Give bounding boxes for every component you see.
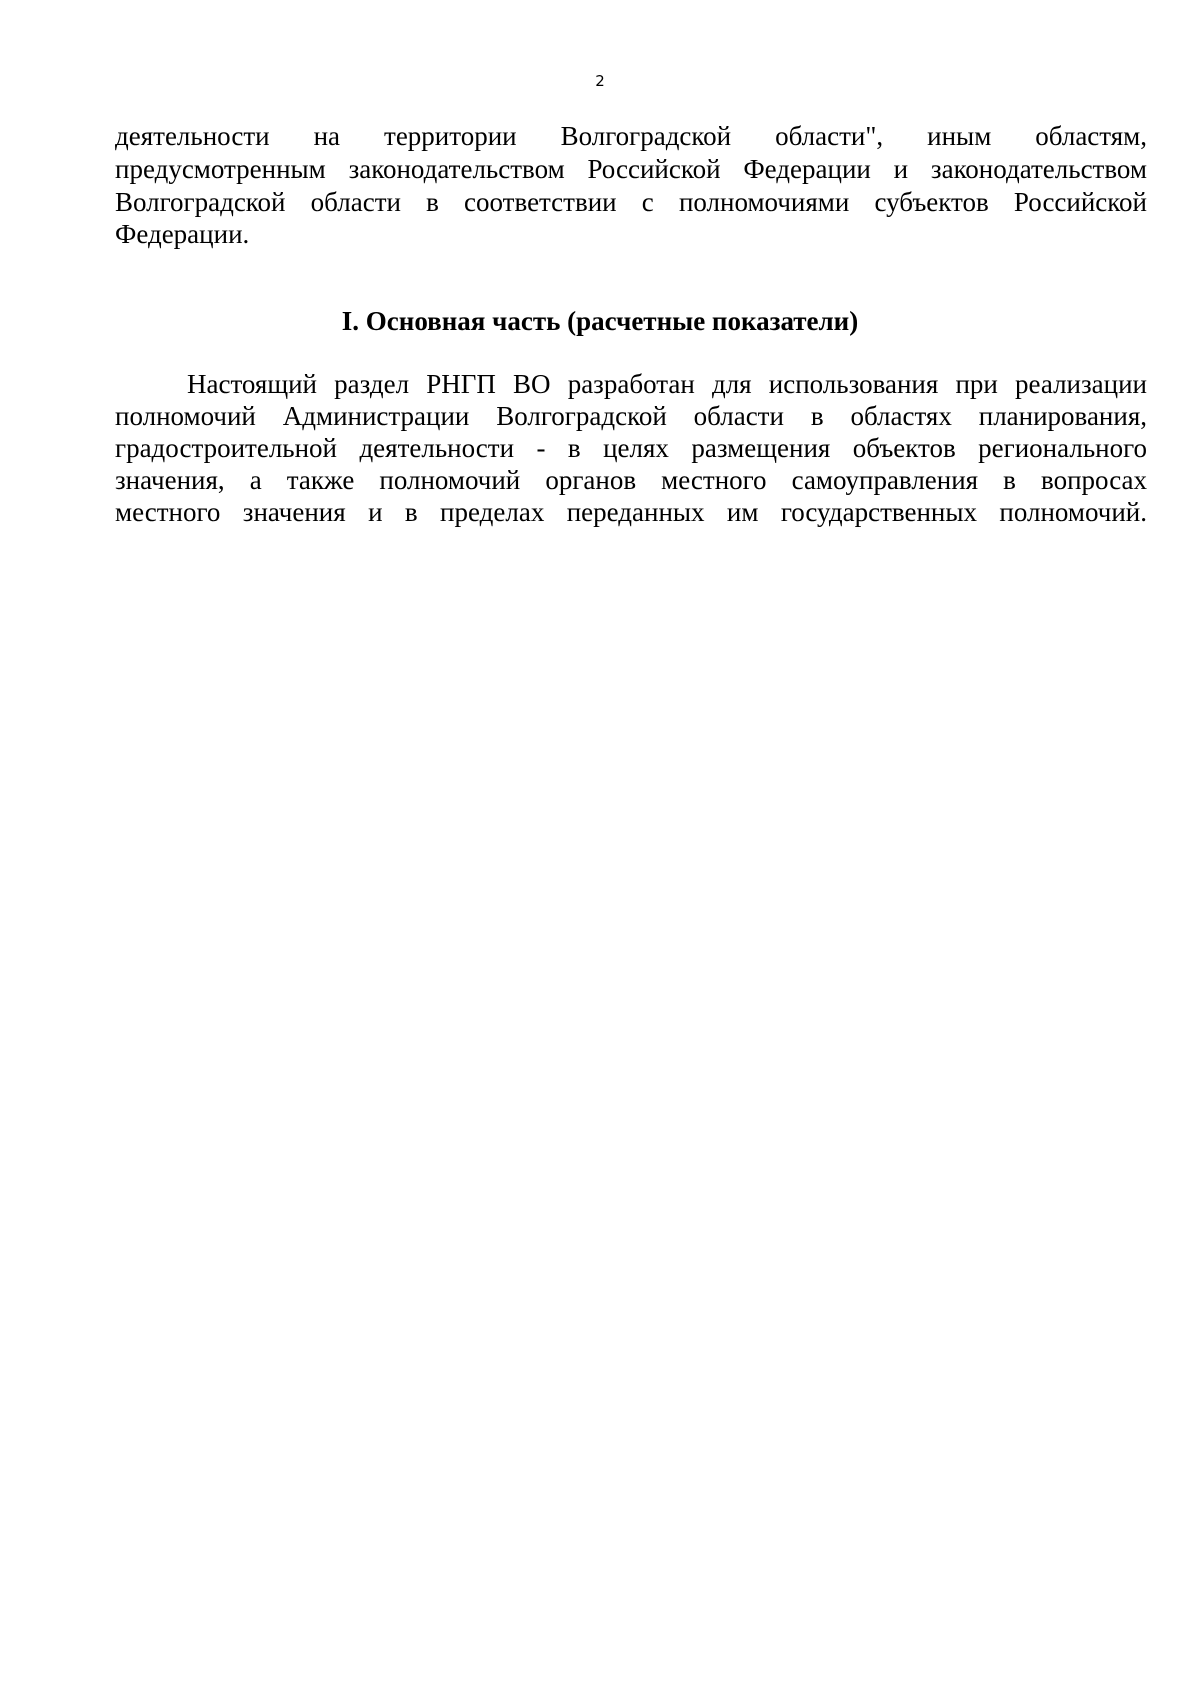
- intro-line-1: деятельности на территории Волгоградской области", иным областям,: [115, 121, 1147, 151]
- body-line-1: Настоящий раздел РНГП ВО разработан для использования при реализации: [187, 369, 1147, 399]
- body-line-2: полномочий Администрации Волгоградской области в областях планирования,: [115, 401, 1147, 431]
- section-heading: I. Основная часть (расчетные показатели): [341, 306, 859, 336]
- page-number: 2: [595, 72, 605, 90]
- intro-line-2: предусмотренным законодательством Российской Федерации и законодательством: [115, 154, 1147, 184]
- body-line-3: градостроительной деятельности - в целях размещения объектов регионального: [115, 433, 1147, 463]
- body-line-4: значения, а также полномочий органов местного самоуправления в вопросах: [115, 465, 1147, 495]
- intro-line-4: Федерации.: [115, 219, 250, 249]
- intro-line-3: Волгоградской области в соответствии с полномочиями субъектов Российской: [115, 187, 1147, 217]
- body-line-5: местного значения и в пределах переданных им государственных полномочий.: [115, 497, 1147, 527]
